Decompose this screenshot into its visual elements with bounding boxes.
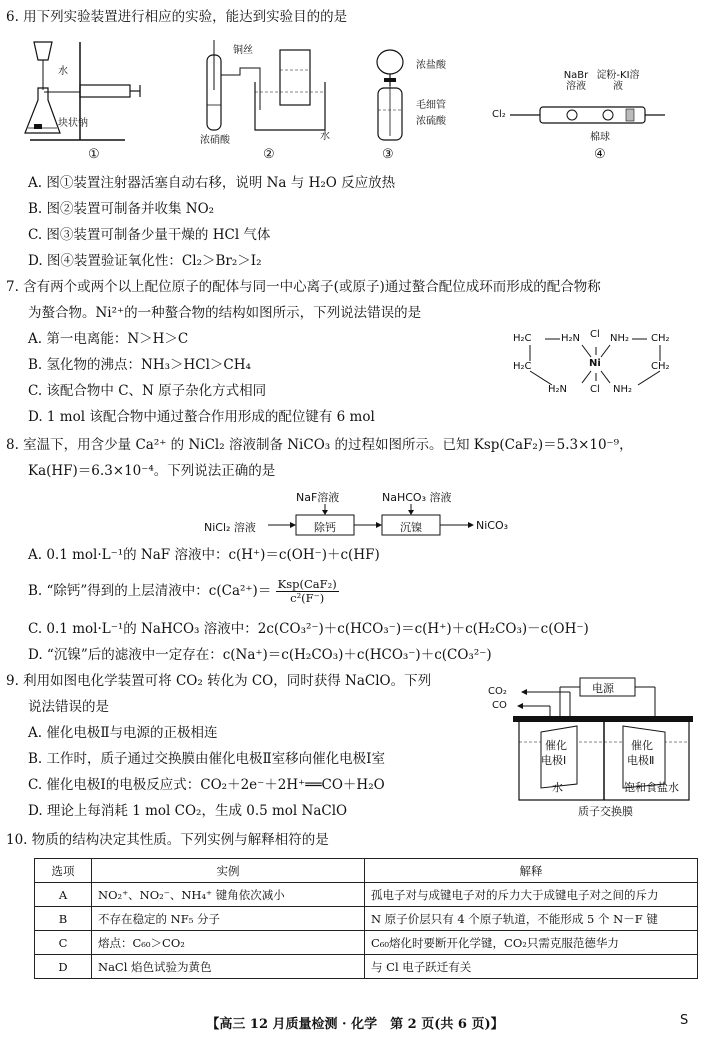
q7-option-b: B. 氢化物的沸点：NH₃＞HCl＞CH₄ (28, 357, 251, 373)
label-proton-membrane: 质子交换膜 (578, 805, 633, 818)
q6-option-d: D. 图④装置验证氧化性：Cl₂＞Br₂＞I₂ (28, 253, 262, 269)
fraction-numerator: Ksp(CaF₂) (277, 577, 337, 591)
q8-option-b-fraction (276, 578, 339, 605)
fig-num-4: ④ (594, 147, 606, 162)
table-row (35, 883, 698, 907)
struct-h2n-a: H₂N (561, 333, 581, 344)
fig-num-3: ③ (382, 147, 394, 162)
row-c-example: 熔点：C₆₀＞CO₂ (92, 931, 365, 955)
label-conc-hcl: 浓盐酸 (416, 60, 446, 71)
page-footer: 【高三 12 月质量检测 · 化学 第 2 页(共 6 页)】 (206, 1017, 504, 1032)
struct-h2n-b: H₂N (548, 384, 568, 395)
row-b-option: B (35, 907, 92, 931)
label-co2-in: CO₂ (488, 686, 507, 697)
q8-stem-line1: 8. 室温下，用含少量 Ca²⁺ 的 NiCl₂ 溶液制备 NiCO₃ 的过程如图所示。已知 Ksp(CaF₂)＝5.3×10⁻⁹， (6, 437, 633, 453)
q6-option-a: A. 图①装置注射器活塞自动右移，说明 Na 与 H₂O 反应放热 (28, 175, 396, 191)
struct-h2c-b: H₂C (513, 361, 532, 372)
row-d-option: D (35, 955, 92, 979)
table-row (35, 955, 698, 979)
q7-option-c: C. 该配合物中 C、N 原子杂化方式相同 (28, 383, 267, 399)
label-conc-h2so4: 浓硫酸 (416, 116, 446, 127)
struct-ch2-a: CH₂ (651, 333, 670, 344)
row-c-option: C (35, 931, 92, 955)
side-mark: S (680, 1013, 689, 1028)
struct-nh2-b: NH₂ (613, 384, 633, 395)
q7-stem-line2: 为螯合物。Ni²⁺的一种螯合物的结构如图所示，下列说法错误的是 (28, 305, 422, 321)
q6-option-b: B. 图②装置可制备并收集 NO₂ (28, 201, 215, 217)
label-electrode-1-b: 电极Ⅰ (541, 754, 567, 767)
label-conc-nitric: 浓硝酸 (200, 135, 230, 146)
label-electrode-2-b: 电极Ⅱ (627, 754, 655, 767)
label-cl2: Cl₂ (492, 109, 506, 120)
q6-figure-1 (20, 30, 150, 155)
flow-box-precipitate-nickel: 沉镍 (400, 521, 422, 534)
label-water-1: 水 (58, 66, 68, 77)
q6-figure-3 (370, 40, 410, 145)
label-co-out: CO (492, 700, 507, 711)
row-b-example: 不存在稳定的 NF₅ 分子 (92, 907, 365, 931)
q10-stem: 10. 物质的结构决定其性质。下列实例与解释相符的是 (6, 832, 329, 848)
flow-nahco3-label: NaHCO₃ 溶液 (382, 491, 452, 504)
struct-cl-bottom: Cl (590, 384, 600, 395)
label-electrode-1-a: 催化 (545, 739, 567, 752)
q7-stem-line1: 7. 含有两个或两个以上配位原子的配体与同一中心离子(或原子)通过螯合配位成环而形成的配合物称 (6, 279, 601, 295)
q9-option-c: C. 催化电极Ⅰ的电极反应式：CO₂＋2e⁻＋2H⁺══CO＋H₂O (28, 777, 385, 793)
q9-stem-line1: 9. 利用如图电化学装置可将 CO₂ 转化为 CO，同时获得 NaClO。下列 (6, 673, 432, 689)
struct-cl-top: Cl (590, 329, 600, 340)
label-brine: 饱和食盐水 (624, 781, 679, 794)
row-b-explanation: N 原子价层只有 4 个原子轨道，不能形成 5 个 N－F 键 (365, 907, 698, 931)
q7-option-a: A. 第一电离能：N＞H＞C (28, 331, 189, 347)
header-explanation: 解释 (365, 859, 698, 883)
label-cotton: 棉球 (590, 132, 610, 143)
fig-num-2: ② (263, 147, 275, 162)
row-d-explanation: 与 Cl 电子跃迁有关 (365, 955, 698, 979)
struct-ni: Ni (589, 358, 601, 369)
q9-option-d: D. 理论上每消耗 1 mol CO₂，生成 0.5 mol NaClO (28, 803, 348, 819)
flow-start: NiCl₂ 溶液 (204, 521, 256, 534)
row-d-example: NaCl 焰色试验为黄色 (92, 955, 365, 979)
q9-electrolysis-figure (505, 676, 700, 816)
fig-num-1: ① (88, 147, 100, 162)
q6-stem: 6. 用下列实验装置进行相应的实验，能达到实验目的的是 (6, 9, 348, 25)
struct-ch2-b: CH₂ (651, 361, 670, 372)
row-a-option: A (35, 883, 92, 907)
q8-option-c: C. 0.1 mol·L⁻¹的 NaHCO₃ 溶液中：2c(CO₃²⁻)＋c(HCO₃⁻)＝c(H⁺)＋c(H₂CO₃)－c(OH⁻) (28, 621, 589, 637)
q6-figure-2 (195, 30, 335, 140)
label-nabr-solution: NaBr溶液 (563, 70, 589, 92)
struct-h2c-a: H₂C (513, 333, 532, 344)
row-a-explanation: 孤电子对与成键电子对的斥力大于成键电子对之间的斥力 (365, 883, 698, 907)
q8-option-d: D. “沉镍”后的滤液中一定存在：c(Na⁺)＝c(H₂CO₃)＋c(HCO₃⁻)＋c(CO₃²⁻) (28, 647, 492, 663)
table-row (35, 931, 698, 955)
q9-option-b: B. 工作时，质子通过交换膜由催化电极Ⅱ室移向催化电极Ⅰ室 (28, 751, 386, 767)
header-example: 实例 (92, 859, 365, 883)
label-power-supply: 电源 (592, 682, 614, 695)
label-water-cell: 水 (552, 781, 563, 794)
flow-naf-label: NaF溶液 (296, 491, 340, 504)
q10-table (34, 858, 698, 979)
q8-stem-line2: Ka(HF)＝6.3×10⁻⁴。下列说法正确的是 (28, 463, 276, 479)
label-electrode-2-a: 催化 (631, 739, 653, 752)
row-c-explanation: C₆₀熔化时要断开化学键，CO₂只需克服范德华力 (365, 931, 698, 955)
fraction-denominator: c²(F⁻) (290, 591, 325, 605)
label-water-2: 水 (320, 131, 330, 142)
row-a-example: NO₂⁺、NO₂⁻、NH₄⁺ 键角依次减小 (92, 883, 365, 907)
label-copper-wire: 铜丝 (233, 45, 253, 56)
label-starch-ki: 淀粉-KI溶液 (596, 70, 640, 92)
q9-stem-line2: 说法错误的是 (28, 699, 109, 715)
table-row (35, 907, 698, 931)
q8-option-a: A. 0.1 mol·L⁻¹的 NaF 溶液中：c(H⁺)＝c(OH⁻)＋c(HF) (28, 547, 380, 563)
table-header-row (35, 859, 698, 883)
header-option: 选项 (35, 859, 92, 883)
q9-option-a: A. 催化电极Ⅱ与电源的正极相连 (28, 725, 218, 741)
q7-option-d: D. 1 mol 该配合物中通过螯合作用形成的配位键有 6 mol (28, 409, 375, 425)
flow-box-remove-calcium: 除钙 (314, 521, 336, 534)
q6-option-c: C. 图③装置可制备少量干燥的 HCl 气体 (28, 227, 271, 243)
struct-nh2-a: NH₂ (610, 333, 630, 344)
flow-end: NiCO₃ (476, 519, 509, 532)
q8-option-b-text: B. “除钙”得到的上层清液中：c(Ca²⁺)＝ (28, 583, 272, 599)
q8-option-b (28, 578, 339, 605)
label-block-na: 块状钠 (58, 118, 88, 129)
label-capillary: 毛细管 (416, 100, 446, 111)
